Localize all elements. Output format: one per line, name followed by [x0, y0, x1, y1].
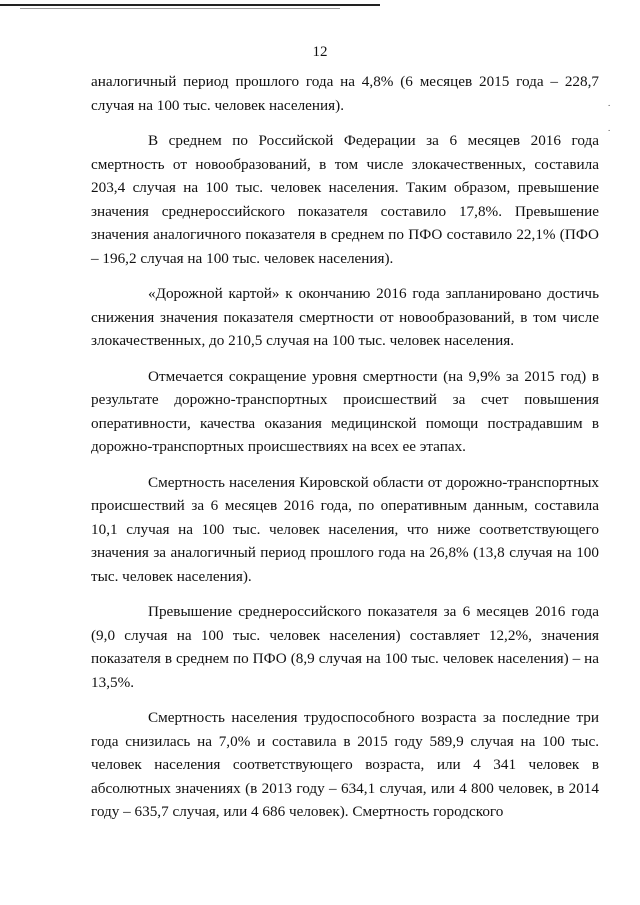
margin-mark: .: [608, 98, 611, 108]
top-scan-rule-secondary: [20, 8, 340, 9]
paragraph: Превышение среднероссийского показателя за 6 месяцев 2016 года (9,0 случая на 100 тыс. человек населения) составляет 12,2%, значения показателя в среднем по ПФО (8,9 случая на 100 тыс. человек населения) – на 13,5%.: [91, 603, 599, 691]
top-scan-rule: [0, 4, 380, 6]
paragraph: Смертность населения Кировской области от дорожно-транспортных происшествий за 6 месяцев 2016 года, по оперативным данным, составила 10,1 случая на 100 тыс. человек населения, что ниже соответствующего значения за аналогичный период прошлого года на 26,8% (13,8 случая на 100 тыс. человек населения).: [91, 473, 599, 585]
paragraph: Смертность населения трудоспособного возраста за последние три года снизилась на 7,0% и составила в 2015 году 589,9 случая на 100 тыс. человек населения соответствующего возраста, или 4 341 человек в абсолютных значениях (в 2013 году – 634,1 случая, или 4 800 человек, в 2014 году – 635,7 случая, или 4 686 человек). Смертность городского: [91, 709, 599, 820]
paragraph: Отмечается сокращение уровня смертности (на 9,9% за 2015 год) в результате дорожно-транспортных происшествий за счет повышения оперативности, качества оказания медицинской помощи пострадавшим в дорожно-транспортных происшествиях на всех ее этапах.: [91, 367, 599, 455]
page-number: 12: [312, 44, 328, 60]
document-body: [91, 70, 599, 836]
paragraph-continuation: аналогичный период прошлого года на 4,8% (6 месяцев 2015 года – 228,7 случая на 100 тыс. человек населения).: [91, 73, 599, 114]
paragraph: В среднем по Российской Федерации за 6 месяцев 2016 года смертность от новообразований, в том числе злокачественных, составила 203,4 случая на 100 тыс. человек населения. Таким образом, превышение значения среднероссийского показателя составило 17,8%. Превышение значения аналогичного показателя в среднем по ПФО составило 22,1% (ПФО – 196,2 случая на 100 тыс. человек населения).: [91, 132, 599, 267]
margin-mark: .: [608, 123, 611, 133]
paragraph: «Дорожной картой» к окончанию 2016 года запланировано достичь снижения значения показателя смертности от новообразований, в том числе злокачественных, до 210,5 случая на 100 тыс. человек населения.: [91, 285, 599, 349]
